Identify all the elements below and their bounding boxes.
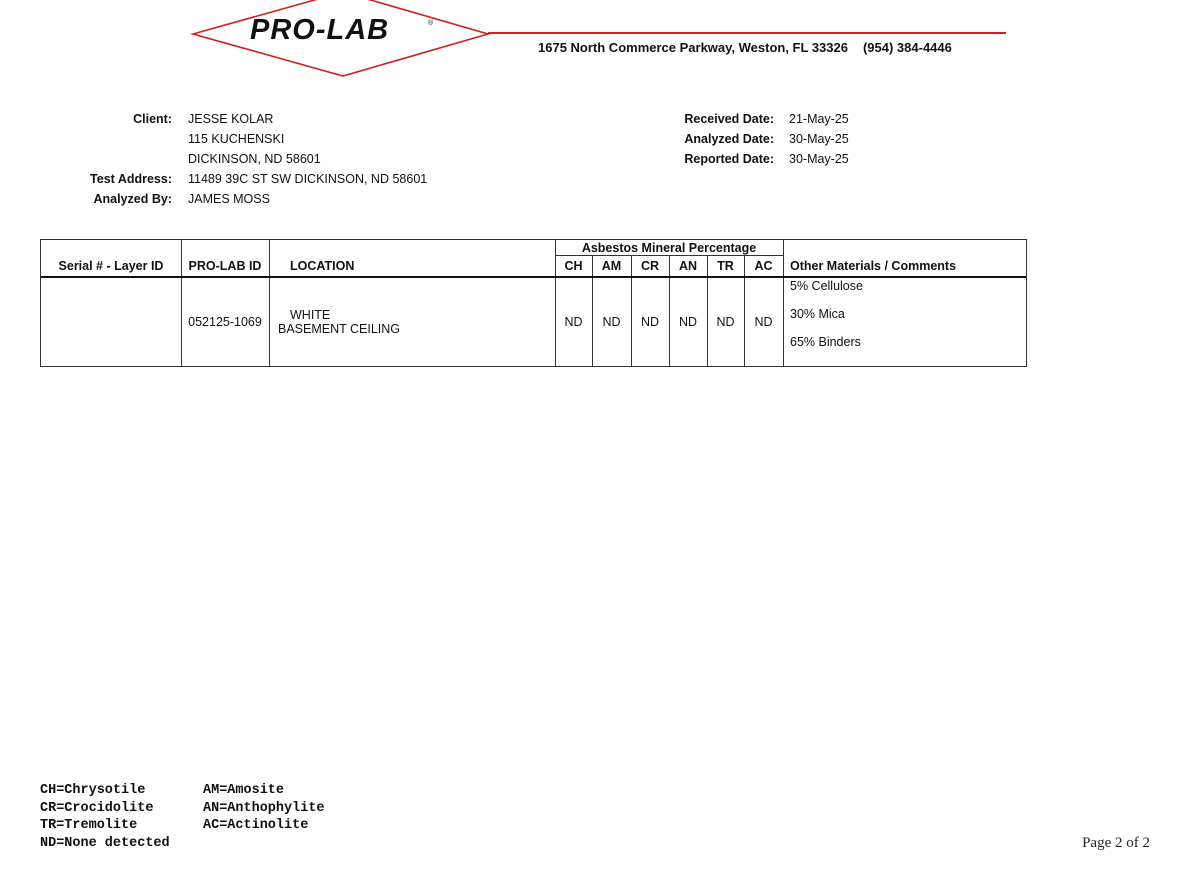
col-divider: [783, 240, 784, 366]
reported-date-label: Reported Date:: [684, 152, 774, 166]
legend-tr: TR=Tremolite: [40, 818, 138, 833]
client-label: Client:: [133, 112, 172, 126]
header-an: AN: [678, 259, 698, 273]
cell-other-mica: 30% Mica: [790, 307, 845, 321]
test-address-label: Test Address:: [90, 172, 172, 186]
cell-other-binders: 65% Binders: [790, 335, 861, 349]
col-divider: [269, 240, 270, 366]
received-date: 21-May-25: [789, 112, 849, 126]
cell-cr: ND: [640, 315, 660, 329]
header-other-materials: Other Materials / Comments: [790, 259, 957, 273]
legend-am: AM=Amosite: [203, 783, 285, 798]
client-street: 115 KUCHENSKI: [188, 132, 285, 146]
cell-ac: ND: [754, 315, 773, 329]
received-date-label: Received Date:: [684, 112, 774, 126]
legend-ac: AC=Actinolite: [203, 818, 309, 833]
header-ch: CH: [564, 259, 583, 273]
cell-prolab-id: 052125-1069: [188, 315, 262, 329]
registered-mark: ®: [428, 20, 434, 27]
analyzed-by: JAMES MOSS: [188, 192, 270, 206]
cell-an: ND: [678, 315, 698, 329]
cell-location-color: WHITE: [290, 308, 331, 322]
test-address: 11489 39C ST SW DICKINSON, ND 58601: [188, 172, 428, 186]
client-name: JESSE KOLAR: [188, 112, 274, 126]
header-am: AM: [601, 259, 622, 273]
lab-street-address: 1675 North Commerce Parkway, Weston, FL 33326: [538, 40, 848, 55]
header-rule-thick: [41, 276, 1026, 278]
header-location: LOCATION: [290, 259, 355, 273]
group-header-rule: [555, 255, 783, 256]
header-serial: Serial # - Layer ID: [58, 259, 164, 273]
header-rule: [488, 32, 1006, 34]
header-prolab-id: PRO-LAB ID: [188, 259, 262, 273]
logo-text: PRO-LAB: [250, 14, 390, 46]
reported-date: 30-May-25: [789, 152, 849, 166]
legend-cr: CR=Crocidolite: [40, 800, 154, 816]
analyzed-by-label: Analyzed By:: [93, 192, 172, 206]
header-ac: AC: [754, 259, 773, 273]
legend-an: AN=Anthophylite: [203, 800, 325, 816]
cell-location-area: BASEMENT CEILING: [278, 322, 401, 336]
cell-tr: ND: [716, 315, 735, 329]
cell-am: ND: [602, 315, 621, 329]
analyzed-date-label: Analyzed Date:: [684, 132, 774, 146]
abbreviation-legend: [40, 782, 325, 852]
legend-nd: ND=None detected: [40, 835, 170, 851]
cell-ch: ND: [564, 315, 583, 329]
header-cr: CR: [640, 259, 660, 273]
cell-other-cellulose: 5% Cellulose: [790, 279, 863, 293]
lab-address: [538, 40, 952, 55]
header-tr: TR: [717, 259, 734, 273]
lab-phone: (954) 384-4446: [862, 40, 952, 55]
results-table: [40, 239, 1027, 367]
asbestos-group-header: Asbestos Mineral Percentage: [581, 241, 757, 255]
client-city: DICKINSON, ND 58601: [188, 152, 321, 166]
legend-ch: CH=Chrysotile: [40, 783, 146, 798]
analyzed-date: 30-May-25: [789, 132, 849, 146]
page-number: Page 2 of 2: [1082, 835, 1150, 851]
